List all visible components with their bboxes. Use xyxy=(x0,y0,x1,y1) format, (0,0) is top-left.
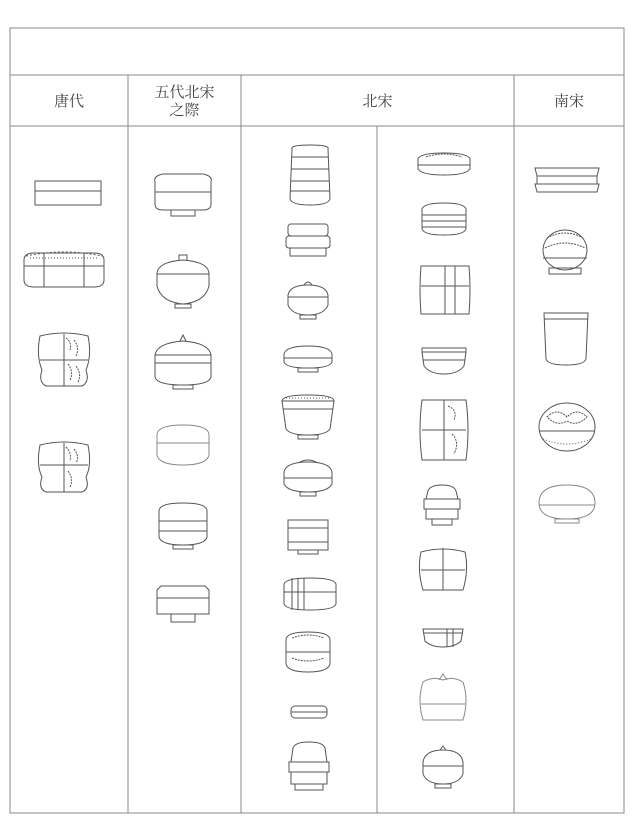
two-tier-flat-box xyxy=(535,168,599,192)
lobed-square-box xyxy=(420,266,470,314)
half-carved-box xyxy=(420,400,468,460)
petal-carved-box xyxy=(543,230,587,274)
carved-round-box xyxy=(286,632,330,672)
covered-bowl-with-knob xyxy=(157,255,209,308)
banded-round-box xyxy=(159,503,207,549)
carved-flat-box xyxy=(418,153,470,175)
covered-bowl xyxy=(423,746,463,788)
small-flat-box xyxy=(291,706,327,718)
deep-covered-bowl xyxy=(422,348,466,374)
flat-round-box xyxy=(284,346,332,372)
carved-floral-box xyxy=(539,403,595,451)
melon-shaped-box xyxy=(420,674,466,720)
plain-round-box xyxy=(539,485,595,523)
gourd-lobed-carved-box xyxy=(38,333,89,386)
banded-cylinder-box xyxy=(288,520,328,554)
stacked-box xyxy=(286,224,330,256)
banded-round-box xyxy=(422,203,466,235)
cylindrical-cup xyxy=(544,313,588,365)
column-header-tang: 唐代 xyxy=(53,92,84,110)
round-footed-box xyxy=(155,174,212,216)
flat-rectangular-box xyxy=(35,181,101,205)
tiered-covered-jar xyxy=(289,742,329,790)
round-covered-box xyxy=(157,425,209,465)
tall-banded-jar xyxy=(290,145,330,205)
covered-bowl-with-knob xyxy=(155,335,211,389)
column-header-beisong: 北宋 xyxy=(362,92,393,110)
carved-bowl xyxy=(423,629,463,647)
rimmed-deep-box xyxy=(282,395,334,439)
square-footed-box xyxy=(157,586,209,622)
column-header-nansong: 南宋 xyxy=(553,92,584,110)
ribbed-round-box xyxy=(284,578,336,610)
lobed-round-box xyxy=(419,548,466,590)
column-header-wudai: 五代北宋 之際 xyxy=(154,83,215,119)
tiered-covered-jar xyxy=(424,485,460,525)
carved-lobed-flat-box xyxy=(24,252,104,287)
covered-bowl xyxy=(288,282,328,319)
covered-round-box xyxy=(284,460,332,496)
gourd-lobed-carved-box xyxy=(38,442,89,492)
